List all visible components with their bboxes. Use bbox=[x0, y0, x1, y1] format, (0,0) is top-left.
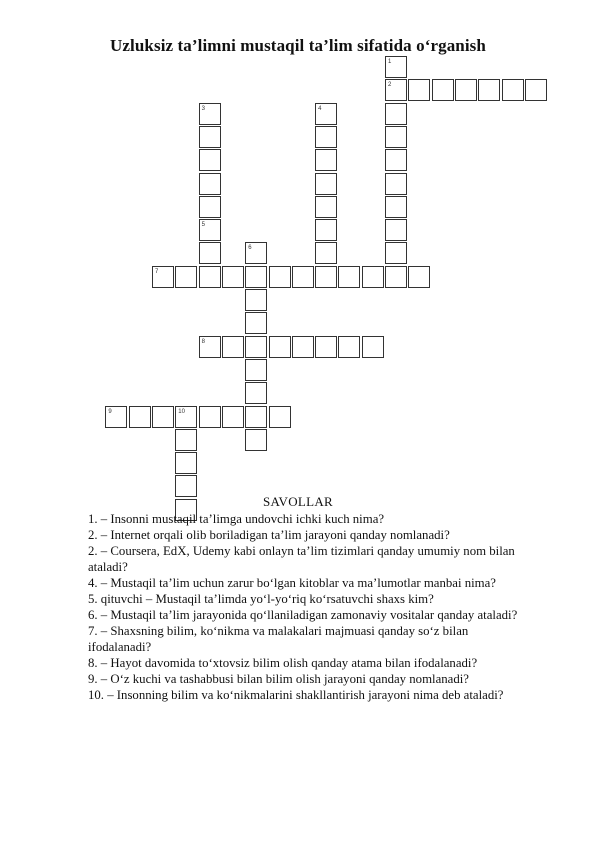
question-item: 7. – Shaxsning bilim, ko‘nikma va malakalari majmuasi qanday so‘z bilan ifodalanadi? bbox=[88, 624, 469, 654]
crossword-cell bbox=[222, 406, 244, 428]
crossword-cell bbox=[175, 452, 197, 474]
crossword-cell bbox=[385, 149, 407, 171]
crossword-cell bbox=[385, 126, 407, 148]
crossword-cell bbox=[152, 406, 174, 428]
crossword-cell bbox=[199, 126, 221, 148]
crossword-cell bbox=[129, 406, 151, 428]
crossword-cell bbox=[199, 173, 221, 195]
crossword-cell bbox=[245, 382, 267, 404]
crossword-cell bbox=[408, 266, 430, 288]
question-item: 4. – Mustaqil ta’lim uchun zarur bo‘lgan kitoblar va ma’lumotlar manbai nima? bbox=[88, 576, 496, 590]
crossword-cell bbox=[315, 126, 337, 148]
crossword-cell bbox=[362, 336, 384, 358]
clue-number: 8 bbox=[201, 338, 205, 345]
crossword-cell bbox=[222, 266, 244, 288]
crossword-cell bbox=[362, 266, 384, 288]
crossword-cell bbox=[315, 149, 337, 171]
crossword-cell bbox=[199, 336, 221, 358]
clue-number: 6 bbox=[248, 245, 252, 252]
crossword-cell bbox=[222, 336, 244, 358]
crossword-cell bbox=[338, 266, 360, 288]
crossword-cell bbox=[175, 429, 197, 451]
crossword-cell bbox=[175, 406, 197, 428]
crossword-cell bbox=[455, 79, 477, 101]
questions-heading: SAVOLLAR bbox=[262, 494, 334, 509]
crossword-cell bbox=[385, 266, 407, 288]
crossword-cell bbox=[385, 242, 407, 264]
crossword-cell bbox=[175, 266, 197, 288]
crossword-cell bbox=[199, 196, 221, 218]
crossword-cell bbox=[199, 266, 221, 288]
clue-number: 3 bbox=[201, 105, 205, 112]
crossword-cell bbox=[292, 336, 314, 358]
question-item: 2. – Internet orqali olib boriladigan ta’lim jarayoni qanday nomlanadi? bbox=[88, 528, 450, 542]
crossword-cell bbox=[245, 289, 267, 311]
crossword-cell bbox=[245, 429, 267, 451]
questions-list bbox=[88, 511, 518, 703]
crossword-cell bbox=[315, 242, 337, 264]
crossword-cell bbox=[245, 406, 267, 428]
question-item: 6. – Mustaqil ta’lim jarayonida qo‘llaniladigan zamonaviy vositalar qanday ataladi? bbox=[88, 608, 518, 622]
question-item: 1. – Insonni mustaqil ta’limga undovchi ichki kuch nima? bbox=[88, 512, 385, 526]
crossword-cell bbox=[315, 103, 337, 125]
clue-number: 10 bbox=[178, 408, 185, 415]
crossword-cell bbox=[502, 79, 524, 101]
crossword-cell bbox=[269, 336, 291, 358]
crossword-cell bbox=[385, 79, 407, 101]
crossword-cell bbox=[199, 219, 221, 241]
crossword-cell bbox=[385, 103, 407, 125]
crossword-cell bbox=[245, 359, 267, 381]
question-item: 8. – Hayot davomida to‘xtovsiz bilim olish qanday atama bilan ifodalanadi? bbox=[88, 656, 478, 670]
crossword-cell bbox=[245, 266, 267, 288]
crossword-cell bbox=[385, 196, 407, 218]
clue-number: 7 bbox=[155, 268, 159, 275]
crossword-cell bbox=[385, 56, 407, 78]
crossword-cell bbox=[199, 406, 221, 428]
clue-number: 9 bbox=[108, 408, 112, 415]
crossword-cell bbox=[315, 336, 337, 358]
crossword-cell bbox=[385, 219, 407, 241]
crossword-cell bbox=[432, 79, 454, 101]
crossword-cell bbox=[269, 406, 291, 428]
crossword-cell bbox=[385, 173, 407, 195]
question-item: 2. – Coursera, EdX, Udemy kabi onlayn ta’lim tizimlari qanday umumiy nom bilan ataladi? bbox=[88, 544, 515, 574]
crossword-cell bbox=[292, 266, 314, 288]
clue-number: 5 bbox=[201, 222, 205, 229]
crossword-cell bbox=[199, 242, 221, 264]
question-item: 9. – O‘z kuchi va tashabbusi bilan bilim olish jarayoni qanday nomlanadi? bbox=[88, 672, 469, 686]
crossword-cell bbox=[105, 406, 127, 428]
crossword-cell bbox=[199, 103, 221, 125]
crossword-cell bbox=[152, 266, 174, 288]
page-title: Uzluksiz ta’limni mustaqil ta’lim sifatida o‘rganish bbox=[110, 36, 486, 55]
question-item: 5. qituvchi – Mustaqil ta’limda yo‘l-yo‘riq ko‘rsatuvchi shaxs kim? bbox=[88, 592, 434, 606]
crossword-cell bbox=[315, 266, 337, 288]
question-item: 10. – Insonning bilim va ko‘nikmalarini shakllantirish jarayoni nima deb ataladi? bbox=[88, 688, 504, 702]
crossword-cell bbox=[478, 79, 500, 101]
crossword-cell bbox=[315, 173, 337, 195]
crossword-cell bbox=[338, 336, 360, 358]
crossword-cell bbox=[269, 266, 291, 288]
clue-number: 2 bbox=[388, 82, 392, 89]
crossword-cell bbox=[315, 196, 337, 218]
crossword-cell bbox=[525, 79, 547, 101]
clue-number: 4 bbox=[318, 105, 322, 112]
crossword-cell bbox=[315, 219, 337, 241]
crossword-cell bbox=[408, 79, 430, 101]
crossword-cell bbox=[199, 149, 221, 171]
clue-number: 1 bbox=[388, 59, 392, 65]
crossword-cell bbox=[245, 242, 267, 264]
crossword-cell bbox=[245, 312, 267, 334]
crossword-cell bbox=[245, 336, 267, 358]
